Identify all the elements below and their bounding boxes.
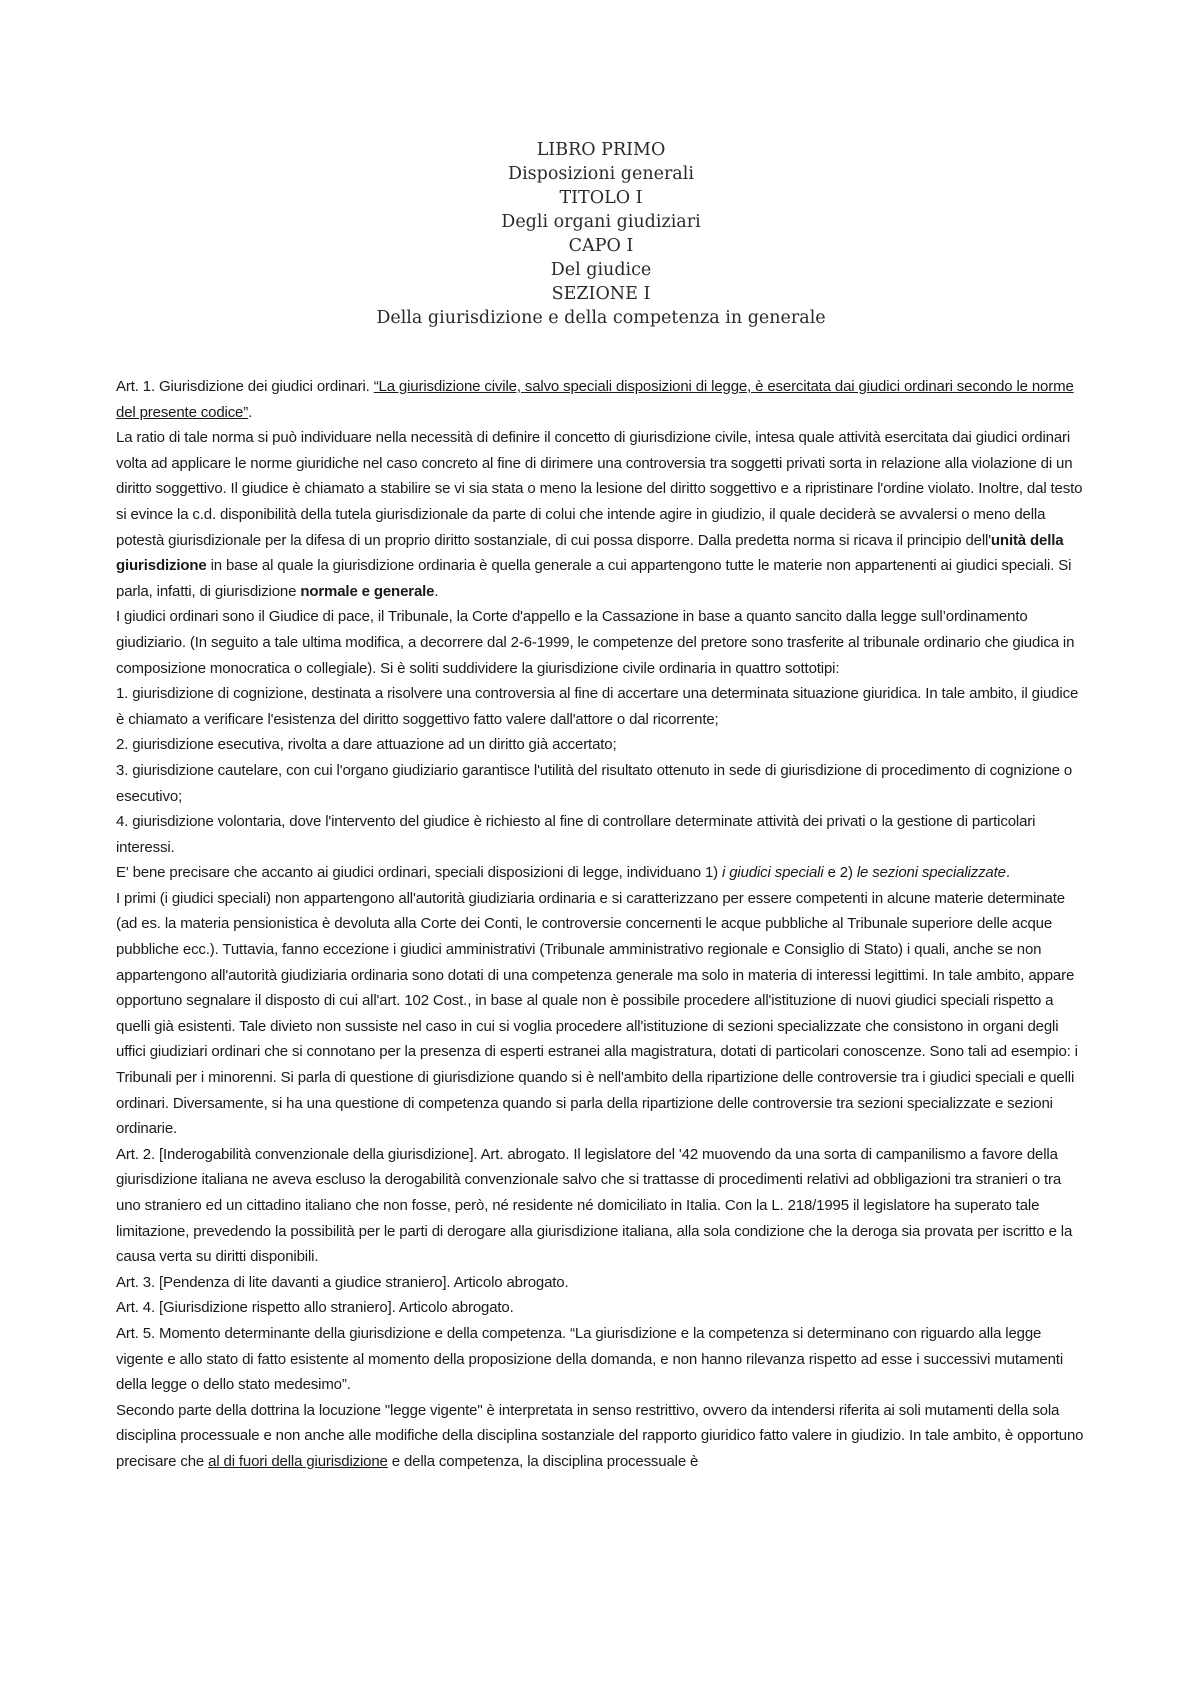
article-4-paragraph: Art. 4. [Giurisdizione rispetto allo straniero]. Articolo abrogato.: [116, 1299, 514, 1317]
article-1-quote: “La giurisdizione civile, salvo speciali disposizioni di legge, è esercitata dai giudici ordinari secondo le norme del presente codice”: [116, 378, 1074, 421]
ratio-text-e: .: [434, 582, 439, 600]
dottrina-text-a: Secondo parte della dottrina la locuzione "legge vigente" è interpretata in senso restrittivo, ovvero da intendersi riferita ai soli mutamenti della sola disciplina processuale e non anche alle modifiche della disciplina sostanziale del rapporto giuridico fatto valere in giudizio. In tale ambito, è opportuno precisare che: [116, 1401, 1084, 1470]
document-body: [116, 374, 1086, 1475]
list-item: 2. giurisdizione esecutiva, rivolta a dare attuazione ad un diritto già accertato;: [116, 736, 617, 754]
document-page: [116, 138, 1086, 1475]
dottrina-paragraph: [116, 1398, 1086, 1475]
article-3-paragraph: Art. 3. [Pendenza di lite davanti a giudice straniero]. Articolo abrogato.: [116, 1273, 569, 1291]
chapter-name: Del giudice: [550, 260, 652, 280]
document-heading: [116, 138, 1086, 330]
article-1-paragraph: [116, 374, 1086, 425]
dottrina-text-c: e della competenza, la disciplina processuale è: [387, 1452, 699, 1470]
intro-text-a: E' bene precisare che accanto ai giudici ordinari, speciali disposizioni di legge, individuano 1): [116, 864, 723, 882]
book-subtitle: Disposizioni generali: [508, 164, 694, 184]
sezioni-specializzate-term: le sezioni specializzate: [856, 864, 1006, 882]
article-1-tail: .: [248, 403, 253, 421]
article-5-paragraph: Art. 5. Momento determinante della giurisdizione e della competenza. “La giurisdizione e la competenza si determinano con riguardo alla legge vigente e allo stato di fatto esistente al momento della proposizione della domanda, e non hanno rilevanza rispetto ad esse i successivi mutamenti della legge o dello stato medesimo”.: [116, 1324, 1063, 1394]
title-name: Degli organi giudiziari: [501, 212, 701, 232]
giudici-speciali-intro: [116, 860, 1086, 886]
ratio-paragraph: [116, 425, 1086, 604]
giudici-speciali-term: i giudici speciali: [722, 864, 824, 882]
section-number: SEZIONE I: [551, 284, 651, 304]
section-name: Della giurisdizione e della competenza in generale: [376, 308, 826, 328]
ratio-text-a: La ratio di tale norma si può individuare nella necessità di definire il concetto di giurisdizione civile, intesa quale attività esercitata dai giudici ordinari volta ad applicare le norme giuridiche nel caso concreto al fine di dirimere una controversia tra soggetti privati sorta in relazione alla violazione di un diritto soggettivo. Il giudice è chiamato a stabilire se vi sia stata o meno la lesione del diritto soggettivo e a ripristinare l'ordine violato. Inoltre, dal testo si evince la c.d. disponibilità della tutela giurisdizionale da parte di colui che intende agire in giudizio, il quale deciderà se avvalersi o meno della potestà giurisdizionale per la difesa di un proprio diritto sostanziale, di cui possa disporre. Dalla predetta norma si ricava il principio dell': [116, 429, 1083, 549]
ratio-emphasis-normale: normale e generale: [300, 582, 435, 600]
intro-text-c: e 2): [823, 864, 857, 882]
ratio-text-c: in base al quale la giurisdizione ordinaria è quella generale a cui appartengono tutte le materie non appartenenti ai giudici speciali. Si parla, infatti, di giurisdizione: [116, 557, 1072, 600]
title-number: TITOLO I: [559, 188, 643, 208]
ratio-emphasis-unita: unità della giurisdizione: [116, 531, 1064, 575]
article-1-heading: Art. 1. Giurisdizione dei giudici ordinari.: [116, 378, 374, 395]
article-2-paragraph: Art. 2. [Inderogabilità convenzionale della giurisdizione]. Art. abrogato. Il legislatore del '42 muovendo da una sorta di campanilismo a favore della giurisdizione italiana ne aveva escluso la derogabilità convenzionale salvo che si trattasse di procedimenti relativi ad obbligazioni tra stranieri o tra uno straniero ed un cittadino italiano che non fosse, però, né residente né domiciliato in Italia. Con la L. 218/1995 il legislatore ha superato tale limitazione, prevedendo la possibilità per le parti di derogare alla giurisdizione italiana, alla sola condizione che la deroga sia provata per iscritto e la causa verta su diritti disponibili.: [116, 1145, 1073, 1266]
list-item: 1. giurisdizione di cognizione, destinata a risolvere una controversia al fine di accertare una determinata situazione giuridica. In tale ambito, il giudice è chiamato a verificare l'esistenza del diritto soggettivo fatto valere dall'attore o dal ricorrente;: [116, 685, 1079, 728]
dottrina-underlined: al di fuori della giurisdizione: [208, 1452, 388, 1470]
chapter-number: CAPO I: [568, 236, 634, 256]
intro-text-e: .: [1005, 864, 1010, 882]
list-item: 3. giurisdizione cautelare, con cui l'organo giudiziario garantisce l'utilità del risultato ottenuto in sede di giurisdizione di procedimento di cognizione o esecutivo;: [116, 761, 1073, 805]
giudici-speciali-paragraph: I primi (i giudici speciali) non appartengono all'autorità giudiziaria ordinaria e si caratterizzano per essere competenti in alcune materie determinate (ad es. la materia pensionistica è devoluta alla Corte dei Conti, le controversie concernenti le acque pubbliche al Tribunale superiore delle acque pubbliche ecc.). Tuttavia, fanno eccezione i giudici amministrativi (Tribunale amministrativo regionale e Consiglio di Stato) i quali, anche se non appartengono all'autorità giudiziaria ordinaria sono dotati di una competenza generale ma solo in materia di interessi legittimi. In tale ambito, appare opportuno segnalare il disposto di cui all'art. 102 Cost., in base al quale non è possibile procedere all'istituzione di nuovi giudici speciali rispetto a quelli già esistenti. Tale divieto non sussiste nel caso in cui si voglia procedere all'istituzione di sezioni specializzate che consistono in organi degli uffici giudiziari ordinari che si connotano per la presenza di esperti estranei alla magistratura, dotati di particolari conoscenze. Sono tali ad esempio: i Tribunali per i minorenni. Si parla di questione di giurisdizione quando si è nell'ambito della ripartizione delle controversie tra i giudici speciali e quelli ordinari. Diversamente, si ha una questione di competenza quando si parla della ripartizione delle controversie tra sezioni specializzate e sezioni ordinarie.: [116, 889, 1078, 1138]
list-item: 4. giurisdizione volontaria, dove l'intervento del giudice è richiesto al fine di controllare determinate attività dei privati o la gestione di particolari interessi.: [116, 813, 1036, 856]
giudici-ordinari-paragraph: I giudici ordinari sono il Giudice di pace, il Tribunale, la Corte d'appello e la Cassazione in base a quanto sancito dalla legge sull’ordinamento giudiziario. (In seguito a tale ultima modifica, a decorrere dal 2-6-1999, le competenze del pretore sono trasferite al tribunale ordinario che giudica in composizione monocratica o collegiale). Si è soliti suddividere la giurisdizione civile ordinaria in quattro sottotipi:: [116, 608, 1075, 677]
book-title: LIBRO PRIMO: [536, 140, 666, 160]
